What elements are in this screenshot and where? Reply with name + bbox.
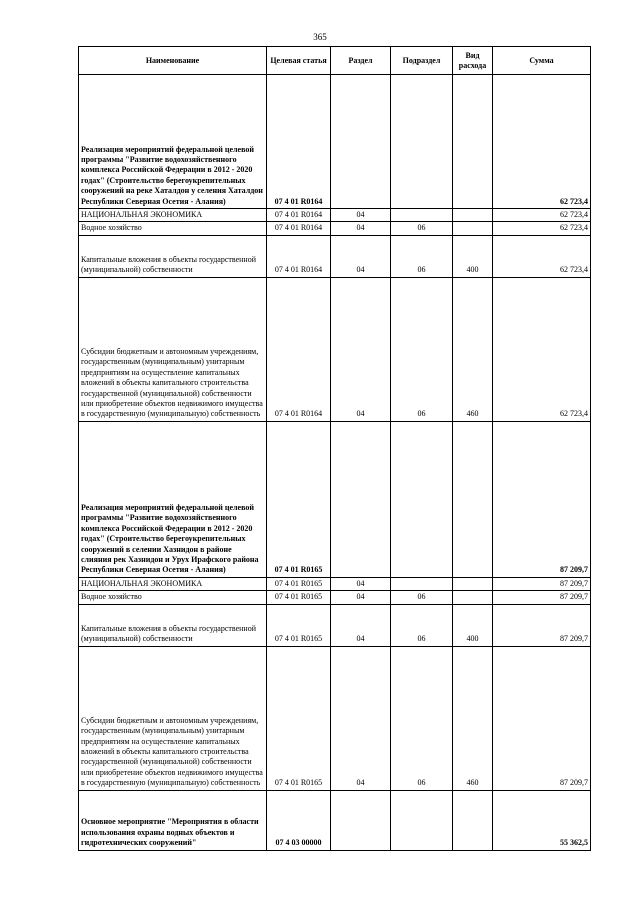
row-name-cell: Основное мероприятие "Мероприятия в области использования охраны водных объектов и гидротехнических сооружений" xyxy=(79,790,267,850)
row-sum-cell: 87 209,7 xyxy=(493,421,591,577)
row-sum-cell: 62 723,4 xyxy=(493,235,591,277)
row-subsection-cell: 06 xyxy=(391,646,453,790)
row-name-cell: Реализация мероприятий федеральной целевой программы "Развитие водохозяйственного комплекса Российской Федерации в 2012 - 2020 годах" (Строительство берегоукрепительных сооружений на реке Хаталдон у селения Хаталдон Республики Северная Осетия - Алания) xyxy=(79,75,267,209)
row-expense-cell xyxy=(453,591,493,604)
row-sum-cell: 62 723,4 xyxy=(493,209,591,222)
row-name-cell: Капитальные вложения в объекты государственной (муниципальной) собственности xyxy=(79,235,267,277)
header-name: Наименование xyxy=(79,47,267,75)
row-article-cell: 07 4 01 R0164 xyxy=(267,277,331,421)
row-expense-cell: 400 xyxy=(453,235,493,277)
row-article-cell: 07 4 01 R0165 xyxy=(267,421,331,577)
budget-table xyxy=(78,46,591,851)
row-expense-cell xyxy=(453,577,493,590)
table-row xyxy=(79,277,591,421)
row-section-cell xyxy=(331,421,391,577)
row-sum-cell: 62 723,4 xyxy=(493,222,591,235)
row-name-cell: НАЦИОНАЛЬНАЯ ЭКОНОМИКА xyxy=(79,577,267,590)
row-subsection-cell xyxy=(391,790,453,850)
row-sum-cell: 62 723,4 xyxy=(493,277,591,421)
row-sum-cell: 87 209,7 xyxy=(493,604,591,646)
row-expense-cell xyxy=(453,421,493,577)
header-sum: Сумма xyxy=(493,47,591,75)
row-expense-cell: 400 xyxy=(453,604,493,646)
row-article-cell: 07 4 01 R0165 xyxy=(267,604,331,646)
row-expense-cell xyxy=(453,209,493,222)
row-subsection-cell: 06 xyxy=(391,591,453,604)
table-row xyxy=(79,235,591,277)
header-section: Раздел xyxy=(331,47,391,75)
row-subsection-cell: 06 xyxy=(391,277,453,421)
row-article-cell: 07 4 01 R0164 xyxy=(267,75,331,209)
row-subsection-cell xyxy=(391,209,453,222)
page-number: 365 xyxy=(313,32,327,42)
row-section-cell: 04 xyxy=(331,209,391,222)
header-article: Целевая статья xyxy=(267,47,331,75)
row-expense-cell xyxy=(453,222,493,235)
table-body xyxy=(79,75,591,851)
row-sum-cell: 87 209,7 xyxy=(493,591,591,604)
table-row xyxy=(79,222,591,235)
header-row xyxy=(79,47,591,75)
row-subsection-cell: 06 xyxy=(391,235,453,277)
row-article-cell: 07 4 01 R0164 xyxy=(267,209,331,222)
row-section-cell: 04 xyxy=(331,577,391,590)
row-subsection-cell: 06 xyxy=(391,222,453,235)
table-row xyxy=(79,591,591,604)
row-sum-cell: 55 362,5 xyxy=(493,790,591,850)
row-article-cell: 07 4 01 R0165 xyxy=(267,646,331,790)
row-name-cell: Субсидии бюджетным и автономным учреждениям, государственным (муниципальным) унитарным предприятиям на осуществление капитальных вложений в объекты капитального строительства государственной (муниципальной) собственности или приобретение объектов недвижимого имущества в государственную (муниципальную) собственность xyxy=(79,277,267,421)
row-section-cell: 04 xyxy=(331,591,391,604)
row-section-cell xyxy=(331,75,391,209)
row-sum-cell: 62 723,4 xyxy=(493,75,591,209)
row-article-cell: 07 4 03 00000 xyxy=(267,790,331,850)
table-row xyxy=(79,604,591,646)
row-expense-cell xyxy=(453,790,493,850)
row-subsection-cell xyxy=(391,75,453,209)
header-expense-type: Вид расхода xyxy=(453,47,493,75)
row-name-cell: Реализация мероприятий федеральной целевой программы "Развитие водохозяйственного комплекса Российской Федерации в 2012 - 2020 годах" (Строительство берегоукрепительных сооружений в селении Хазнидон в районе слияния рек Хазнидон и Урух Ирафского района Республики Северная Осетия - Алания) xyxy=(79,421,267,577)
header-subsection: Подраздел xyxy=(391,47,453,75)
table-row xyxy=(79,790,591,850)
table-row xyxy=(79,577,591,590)
row-section-cell: 04 xyxy=(331,235,391,277)
table-row xyxy=(79,646,591,790)
row-name-cell: Капитальные вложения в объекты государственной (муниципальной) собственности xyxy=(79,604,267,646)
row-name-cell: Водное хозяйство xyxy=(79,222,267,235)
row-section-cell: 04 xyxy=(331,277,391,421)
row-section-cell: 04 xyxy=(331,222,391,235)
row-name-cell: Субсидии бюджетным и автономным учреждениям, государственным (муниципальным) унитарным предприятиям на осуществление капитальных вложений в объекты капитального строительства государственной (муниципальной) собственности или приобретение объектов недвижимого имущества в государственную (муниципальную) собственность xyxy=(79,646,267,790)
row-subsection-cell xyxy=(391,421,453,577)
row-article-cell: 07 4 01 R0165 xyxy=(267,577,331,590)
row-expense-cell: 460 xyxy=(453,277,493,421)
row-section-cell: 04 xyxy=(331,646,391,790)
table-row xyxy=(79,421,591,577)
row-section-cell xyxy=(331,790,391,850)
row-subsection-cell: 06 xyxy=(391,604,453,646)
row-subsection-cell xyxy=(391,577,453,590)
table-row xyxy=(79,75,591,209)
row-article-cell: 07 4 01 R0164 xyxy=(267,235,331,277)
row-name-cell: НАЦИОНАЛЬНАЯ ЭКОНОМИКА xyxy=(79,209,267,222)
row-article-cell: 07 4 01 R0165 xyxy=(267,591,331,604)
row-name-cell: Водное хозяйство xyxy=(79,591,267,604)
row-sum-cell: 87 209,7 xyxy=(493,577,591,590)
row-expense-cell: 460 xyxy=(453,646,493,790)
row-expense-cell xyxy=(453,75,493,209)
row-section-cell: 04 xyxy=(331,604,391,646)
table-row xyxy=(79,209,591,222)
row-sum-cell: 87 209,7 xyxy=(493,646,591,790)
row-article-cell: 07 4 01 R0164 xyxy=(267,222,331,235)
